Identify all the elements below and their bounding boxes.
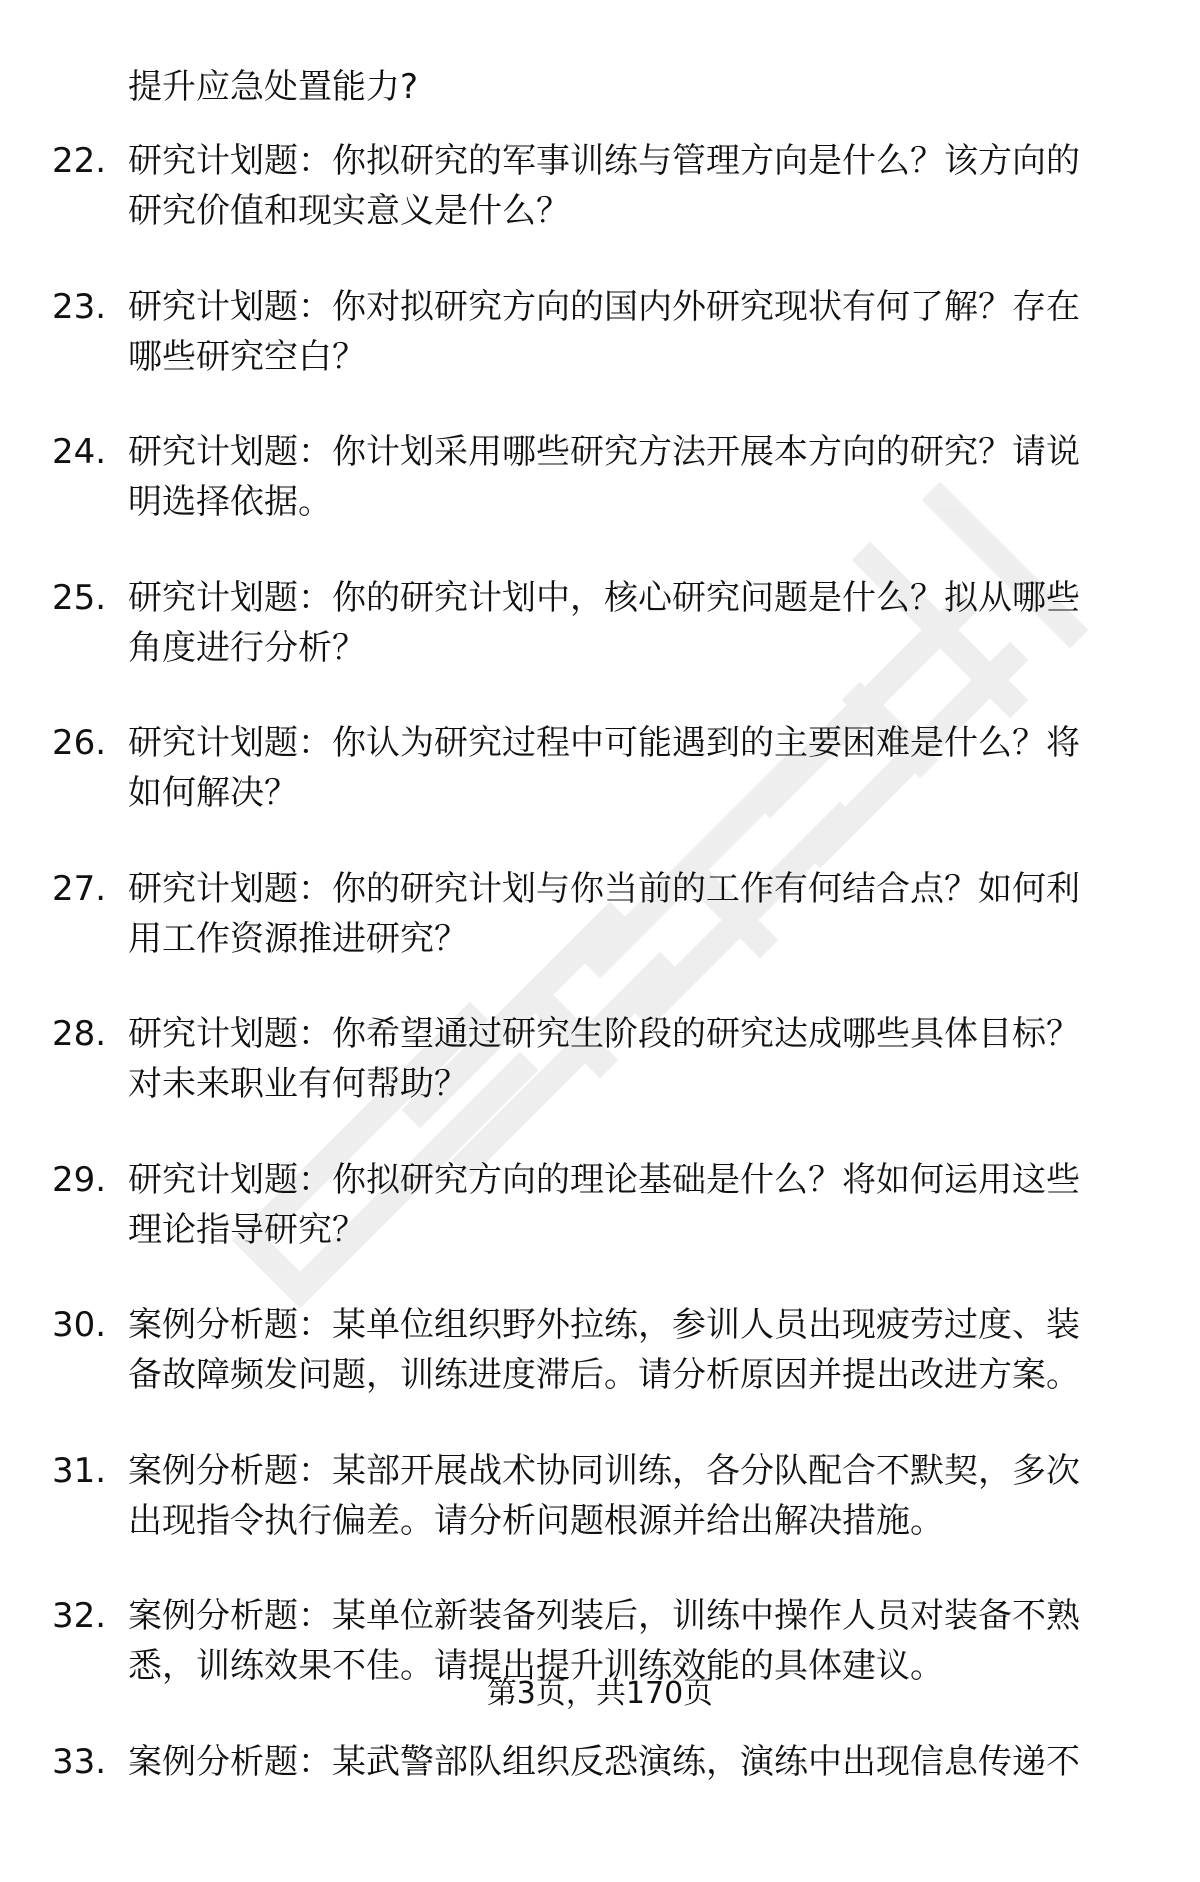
question-text-line: 对未来职业有何帮助？: [128, 1059, 468, 1109]
question-item: [0, 427, 1200, 573]
question-text-line: 如何解决？: [128, 768, 298, 818]
question-number: 29.: [52, 1155, 106, 1205]
question-text-line: 出现指令执行偏差。请分析问题根源并给出解决措施。: [128, 1496, 944, 1546]
question-number: 32.: [52, 1591, 106, 1641]
question-item: [0, 1009, 1200, 1155]
question-text-line: 研究计划题：你计划采用哪些研究方法开展本方向的研究？请说: [128, 427, 1080, 477]
question-text-line: 研究计划题：你对拟研究方向的国内外研究现状有何了解？存在: [128, 282, 1080, 332]
question-item: [0, 864, 1200, 1010]
question-item: [0, 1300, 1200, 1446]
question-text-line: 研究计划题：你希望通过研究生阶段的研究达成哪些具体目标？: [128, 1009, 1080, 1059]
question-number: 30.: [52, 1300, 106, 1350]
question-text-line: 研究计划题：你的研究计划与你当前的工作有何结合点？如何利: [128, 864, 1080, 914]
question-number: 31.: [52, 1446, 106, 1496]
question-text-line: 研究计划题：你的研究计划中，核心研究问题是什么？拟从哪些: [128, 573, 1080, 623]
question-text-line: 角度进行分析？: [128, 623, 366, 673]
question-item: [0, 718, 1200, 864]
question-number: 33.: [52, 1737, 106, 1787]
question-number: 24.: [52, 427, 106, 477]
question-text-line: 哪些研究空白？: [128, 332, 366, 382]
question-item: [0, 136, 1200, 282]
question-number: 26.: [52, 718, 106, 768]
question-text-line: 案例分析题：某武警部队组织反恐演练，演练中出现信息传递不: [128, 1737, 1080, 1787]
question-text-line: 备故障频发问题，训练进度滞后。请分析原因并提出改进方案。: [128, 1350, 1080, 1400]
question-text-line: 研究计划题：你拟研究方向的理论基础是什么？将如何运用这些: [128, 1155, 1080, 1205]
question-number: 23.: [52, 282, 106, 332]
question-item: [0, 1155, 1200, 1301]
page-footer: 第3页，共170页: [0, 1672, 1200, 1716]
question-text-line: 案例分析题：某单位新装备列装后，训练中操作人员对装备不熟: [128, 1591, 1080, 1641]
question-text-line: 案例分析题：某部开展战术协同训练，各分队配合不默契，多次: [128, 1446, 1080, 1496]
question-text-line: 研究计划题：你拟研究的军事训练与管理方向是什么？该方向的: [128, 136, 1080, 186]
question-text-line: 明选择依据。: [128, 477, 332, 527]
question-list: [0, 136, 1200, 1882]
question-item: [0, 1737, 1200, 1882]
question-number: 22.: [52, 136, 106, 186]
question-text-line: 用工作资源推进研究？: [128, 914, 468, 964]
question-text-line: 研究计划题：你认为研究过程中可能遇到的主要困难是什么？将: [128, 718, 1080, 768]
question-number: 28.: [52, 1009, 106, 1059]
question-text-line: 案例分析题：某单位组织野外拉练，参训人员出现疲劳过度、装: [128, 1300, 1080, 1350]
question-text-line: 研究价值和现实意义是什么？: [128, 186, 570, 236]
question-number: 25.: [52, 573, 106, 623]
question-text-line: 悉，训练效果不佳。请提出提升训练效能的具体建议。: [128, 1641, 944, 1691]
question-text-line: 理论指导研究？: [128, 1205, 366, 1255]
question-number: 27.: [52, 864, 106, 914]
question-item: [0, 1446, 1200, 1592]
question-item: [0, 573, 1200, 719]
question-item: [0, 282, 1200, 428]
continuation-line: 提升应急处置能力?: [128, 62, 418, 112]
